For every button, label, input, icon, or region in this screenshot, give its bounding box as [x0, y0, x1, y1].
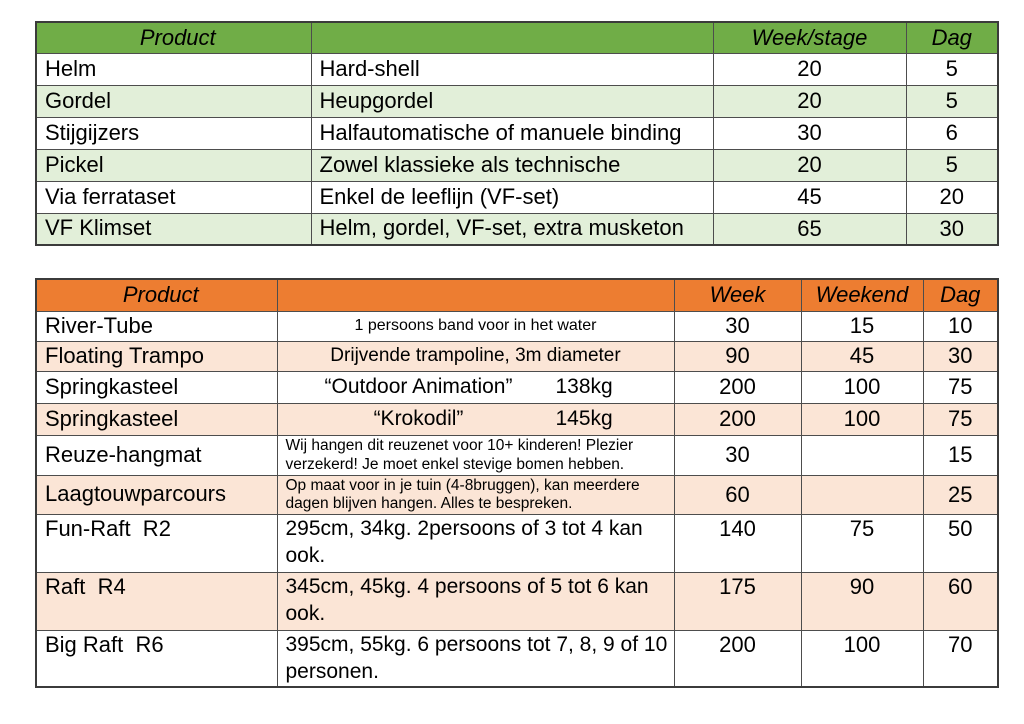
product-cell: Gordel	[36, 85, 311, 117]
product-cell: Via ferrataset	[36, 181, 311, 213]
week-stage-price-cell: 45	[713, 181, 906, 213]
description-name: “Outdoor Animation”	[324, 375, 513, 398]
weekend-price-cell: 45	[801, 341, 923, 371]
description-cell	[277, 371, 674, 403]
dag-price-cell: 75	[923, 371, 998, 403]
table2-header-description	[277, 279, 674, 311]
week-price-cell: 200	[674, 631, 801, 687]
dag-price-cell: 20	[906, 181, 998, 213]
table1-header-week-stage: Week/stage	[713, 22, 906, 53]
weekend-price-cell: 90	[801, 573, 923, 631]
description-cell: Zowel klassieke als technische	[311, 149, 713, 181]
weekend-price-cell	[801, 475, 923, 515]
table-row	[36, 631, 998, 687]
week-price-cell: 90	[674, 341, 801, 371]
description-cell: 295cm, 34kg. 2persoons of 3 tot 4 kan ook.	[277, 515, 674, 573]
week-price-cell: 30	[674, 311, 801, 341]
description-cell: Wij hangen dit reuzenet voor 10+ kinderen! Plezier verzekerd! Je moet enkel stevige bomen hebben.	[277, 435, 674, 475]
table-row	[36, 181, 998, 213]
table1-header-description	[311, 22, 713, 53]
table-row	[36, 515, 998, 573]
dag-price-cell: 50	[923, 515, 998, 573]
week-price-cell: 60	[674, 475, 801, 515]
dag-price-cell: 60	[923, 573, 998, 631]
table2-header-weekend: Weekend	[801, 279, 923, 311]
outdoor-play-rental-table	[35, 278, 999, 688]
table2-header-product: Product	[36, 279, 277, 311]
weekend-price-cell: 100	[801, 371, 923, 403]
description-name: “Krokodil”	[373, 407, 464, 430]
product-cell: Reuze-hangmat	[36, 435, 277, 475]
week-price-cell: 30	[674, 435, 801, 475]
table-row	[36, 117, 998, 149]
description-weight: 138kg	[555, 375, 613, 398]
description-cell: Helm, gordel, VF-set, extra musketon	[311, 213, 713, 245]
table-row	[36, 53, 998, 85]
table-row	[36, 435, 998, 475]
product-cell: Pickel	[36, 149, 311, 181]
description-cell: Hard-shell	[311, 53, 713, 85]
week-price-cell: 200	[674, 403, 801, 435]
description-name-weight	[282, 375, 668, 399]
table-row	[36, 149, 998, 181]
dag-price-cell: 5	[906, 149, 998, 181]
product-cell: Fun-Raft R2	[36, 515, 277, 573]
product-cell: Floating Trampo	[36, 341, 277, 371]
week-stage-price-cell: 30	[713, 117, 906, 149]
product-cell: Laagtouwparcours	[36, 475, 277, 515]
week-stage-price-cell: 20	[713, 85, 906, 117]
dag-price-cell: 30	[906, 213, 998, 245]
description-weight: 145kg	[555, 407, 613, 430]
week-stage-price-cell: 20	[713, 149, 906, 181]
dag-price-cell: 10	[923, 311, 998, 341]
table2-header-row	[36, 279, 998, 311]
weekend-price-cell: 100	[801, 403, 923, 435]
product-cell: Helm	[36, 53, 311, 85]
table2-header-dag: Dag	[923, 279, 998, 311]
product-cell: Big Raft R6	[36, 631, 277, 687]
week-stage-price-cell: 20	[713, 53, 906, 85]
product-cell: Stijgijzers	[36, 117, 311, 149]
table-row	[36, 573, 998, 631]
description-cell: Heupgordel	[311, 85, 713, 117]
weekend-price-cell: 100	[801, 631, 923, 687]
dag-price-cell: 30	[923, 341, 998, 371]
week-price-cell: 175	[674, 573, 801, 631]
description-cell: 345cm, 45kg. 4 persoons of 5 tot 6 kan ook.	[277, 573, 674, 631]
weekend-price-cell	[801, 435, 923, 475]
table-row	[36, 475, 998, 515]
product-cell: Springkasteel	[36, 371, 277, 403]
product-cell: VF Klimset	[36, 213, 311, 245]
climbing-gear-rental-table	[35, 21, 999, 246]
weekend-price-cell: 15	[801, 311, 923, 341]
dag-price-cell: 15	[923, 435, 998, 475]
table-row	[36, 85, 998, 117]
description-cell: Op maat voor in je tuin (4-8bruggen), kan meerdere dagen blijven hangen. Alles te bespreken.	[277, 475, 674, 515]
product-cell: Raft R4	[36, 573, 277, 631]
table1-header-product: Product	[36, 22, 311, 53]
description-cell: Drijvende trampoline, 3m diameter	[277, 341, 674, 371]
weekend-price-cell: 75	[801, 515, 923, 573]
description-cell: Halfautomatische of manuele binding	[311, 117, 713, 149]
dag-price-cell: 5	[906, 53, 998, 85]
week-price-cell: 200	[674, 371, 801, 403]
table-row	[36, 213, 998, 245]
product-cell: River-Tube	[36, 311, 277, 341]
table-row	[36, 311, 998, 341]
table1-header-row	[36, 22, 998, 53]
table-row	[36, 341, 998, 371]
product-cell: Springkasteel	[36, 403, 277, 435]
description-cell: Enkel de leeflijn (VF-set)	[311, 181, 713, 213]
week-price-cell: 140	[674, 515, 801, 573]
table2-header-week: Week	[674, 279, 801, 311]
week-stage-price-cell: 65	[713, 213, 906, 245]
dag-price-cell: 70	[923, 631, 998, 687]
description-cell	[277, 403, 674, 435]
dag-price-cell: 25	[923, 475, 998, 515]
table-row	[36, 371, 998, 403]
description-cell: 395cm, 55kg. 6 persoons tot 7, 8, 9 of 10 personen.	[277, 631, 674, 687]
description-cell: 1 persoons band voor in het water	[277, 311, 674, 341]
dag-price-cell: 5	[906, 85, 998, 117]
dag-price-cell: 6	[906, 117, 998, 149]
dag-price-cell: 75	[923, 403, 998, 435]
table-row	[36, 403, 998, 435]
table1-header-dag: Dag	[906, 22, 998, 53]
description-name-weight	[282, 407, 668, 431]
